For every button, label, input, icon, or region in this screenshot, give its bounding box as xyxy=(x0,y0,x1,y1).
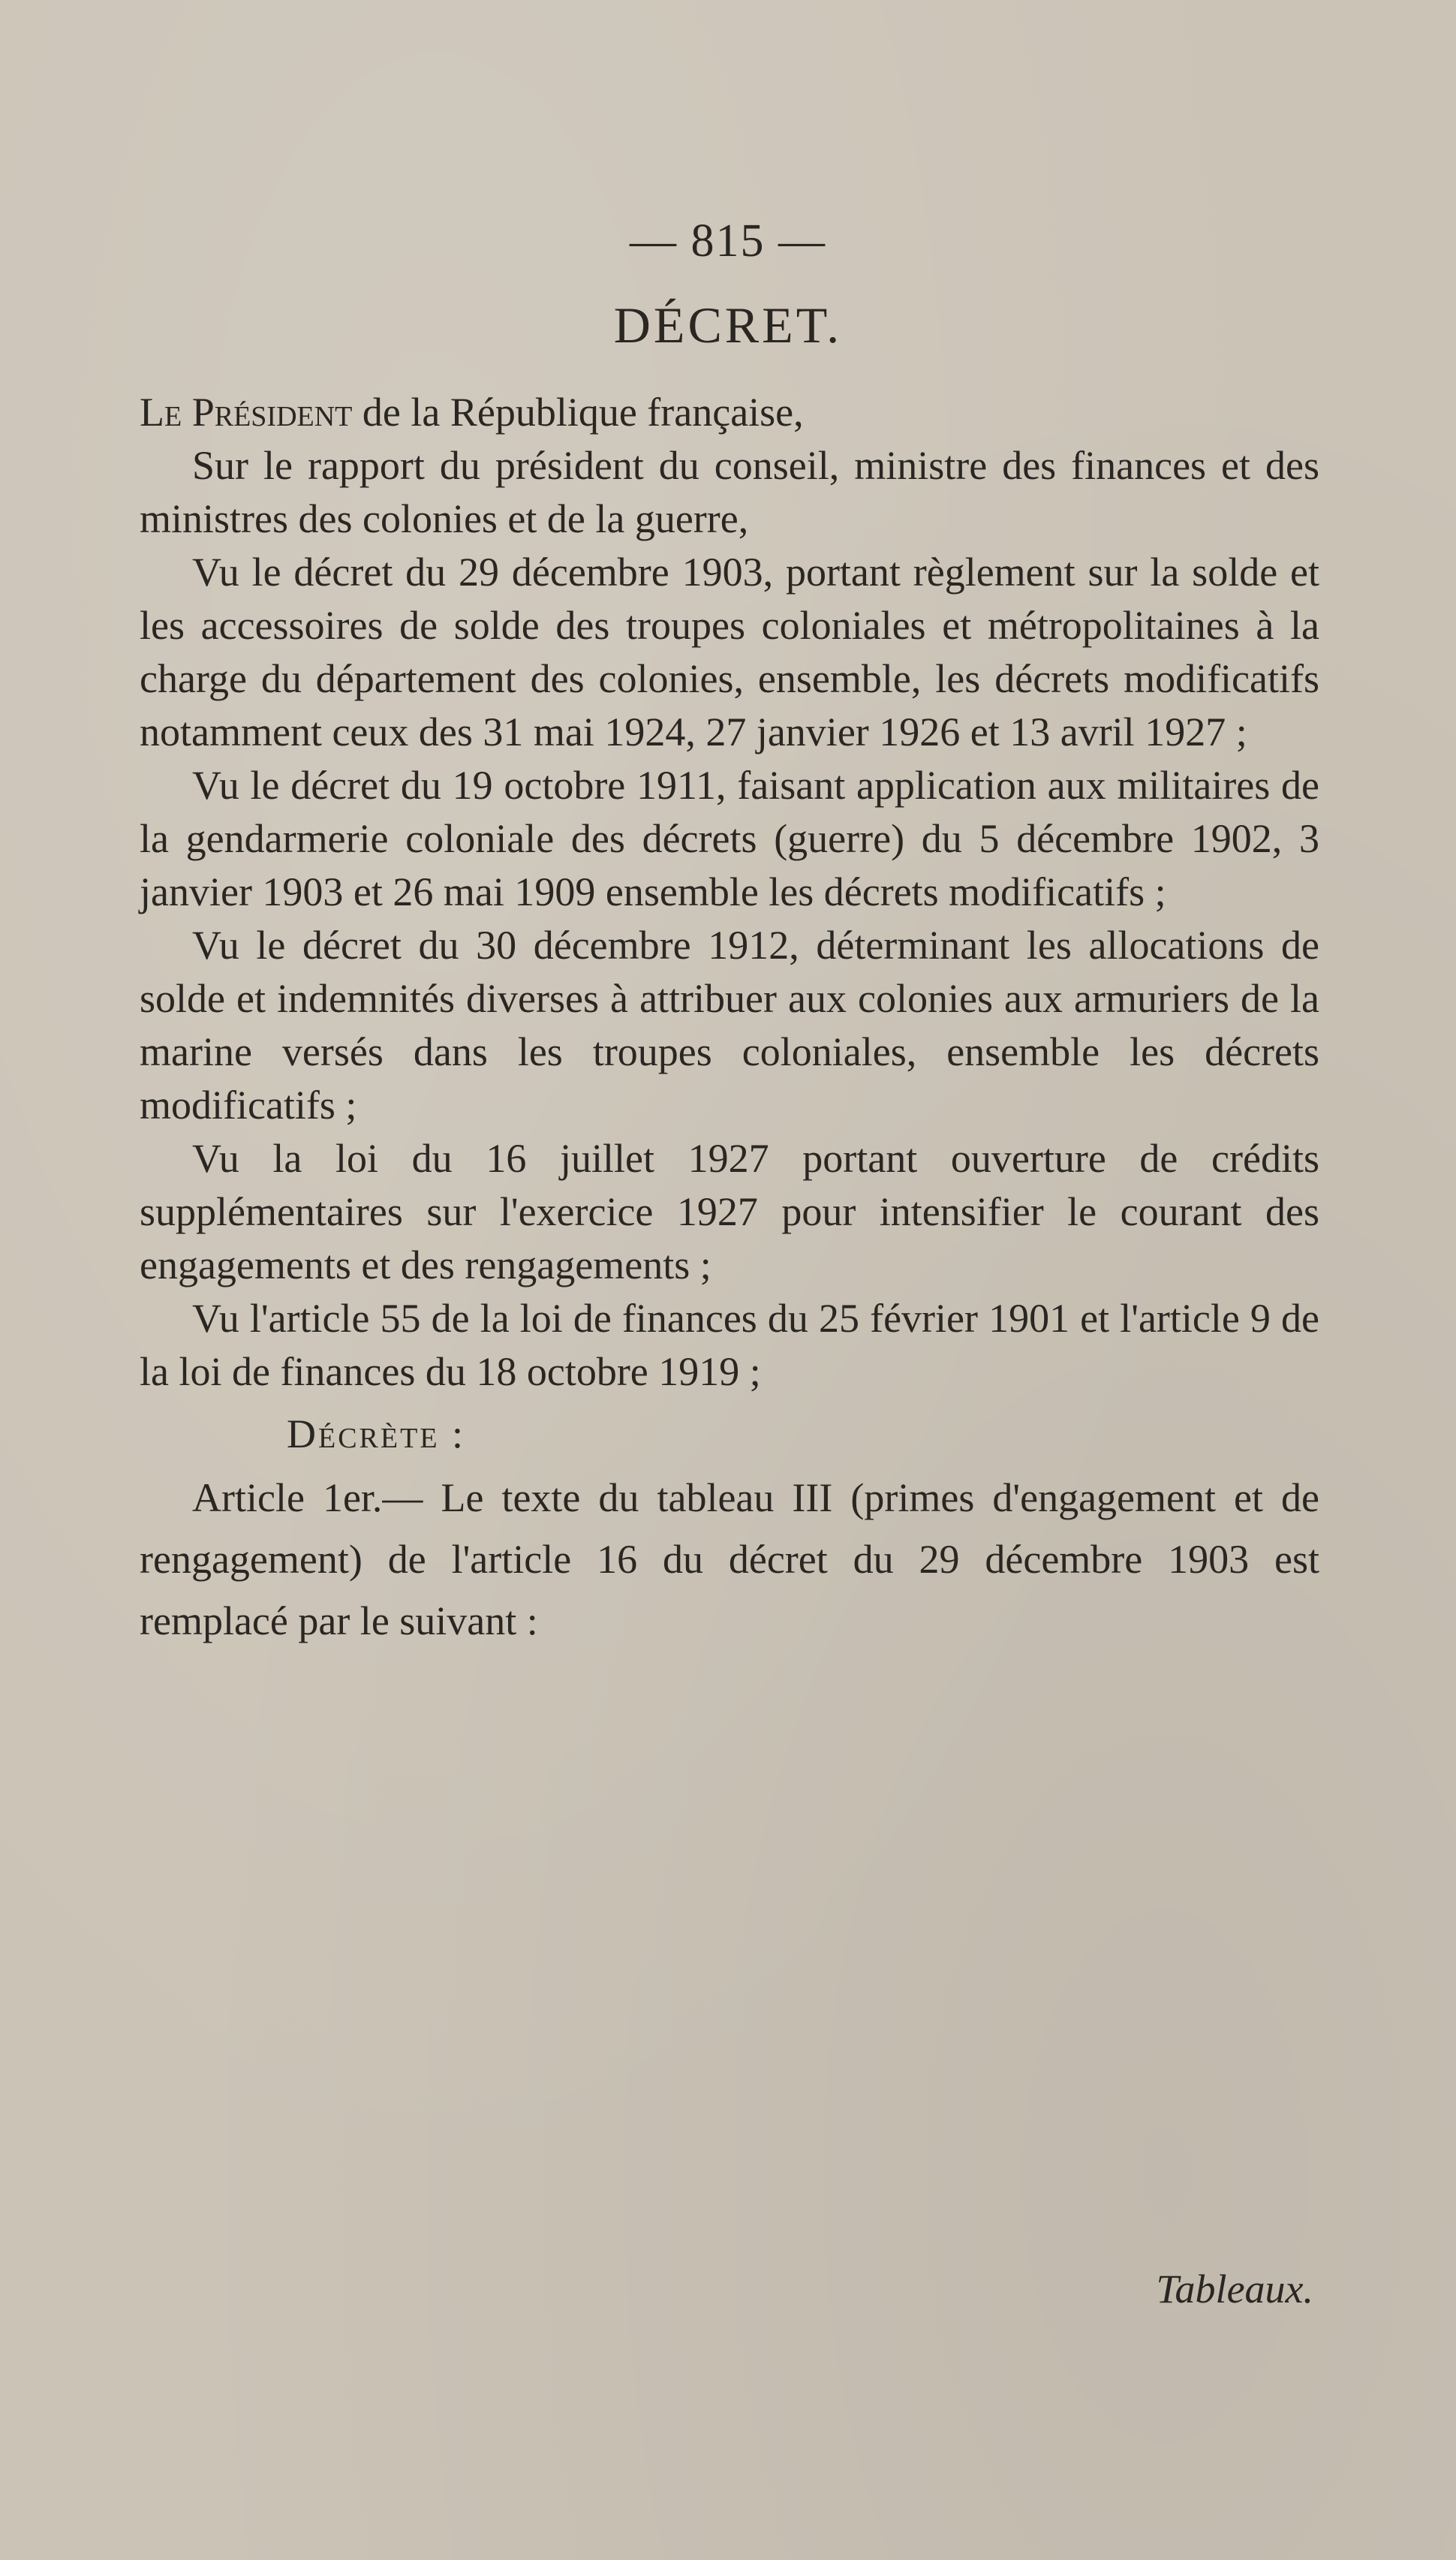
article-1 xyxy=(140,1467,1319,1652)
paragraph-article-55: Vu l'article 55 de la loi de finances du 25 février 1901 et l'article 9 de la loi de finances du 18 octobre 1919 ; xyxy=(140,1296,1319,1394)
paragraph-rapport: Sur le rapport du président du conseil, ministre des finances et des ministres des colonies et de la guerre, xyxy=(140,443,1319,541)
decree-body xyxy=(140,386,1319,1652)
decrete-heading: Décrète : xyxy=(287,1411,466,1456)
paragraph-decret-1912: Vu le décret du 30 décembre 1912, déterminant les allocations de solde et indemnités diverses à attribuer aux colonies aux armuriers de la marine versés dans les troupes coloniales, ensemble les décrets modificatifs ; xyxy=(140,923,1319,1128)
opening-rest: de la République française, xyxy=(352,390,804,435)
article-label: Article 1er.— xyxy=(192,1475,423,1520)
paragraph-loi-1927: Vu la loi du 16 juillet 1927 portant ouverture de crédits supplémentaires sur l'exercice 1927 pour intensifier le courant des engagements et des rengagements ; xyxy=(140,1136,1319,1288)
document-title: DÉCRET. xyxy=(613,297,843,354)
paragraph-decret-1911: Vu le décret du 19 octobre 1911, faisant application aux militaires de la gendarmerie coloniale des décrets (guerre) du 5 décembre 1902, 3 janvier 1903 et 26 mai 1909 ensemble les décrets modificatifs ; xyxy=(140,763,1319,914)
opening-caps: Le Président xyxy=(140,390,353,435)
paragraph-decret-1903: Vu le décret du 29 décembre 1903, portant règlement sur la solde et les accessoires de solde des troupes coloniales et métropolitaines à la charge du département des colonies, ensemble, les décrets modificatifs notamment ceux des 31 mai 1924, 27 janvier 1926 et 13 avril 1927 ; xyxy=(140,550,1319,754)
catchword: Tableaux. xyxy=(1156,2266,1313,2312)
article-text: Le texte du tableau III (primes d'engagement et de rengagement) de l'article 16 du décret du 29 décembre 1903 est remplacé par le suivant : xyxy=(140,1475,1319,1643)
page-number: — 815 — xyxy=(630,215,826,267)
opening-line xyxy=(140,386,1319,439)
